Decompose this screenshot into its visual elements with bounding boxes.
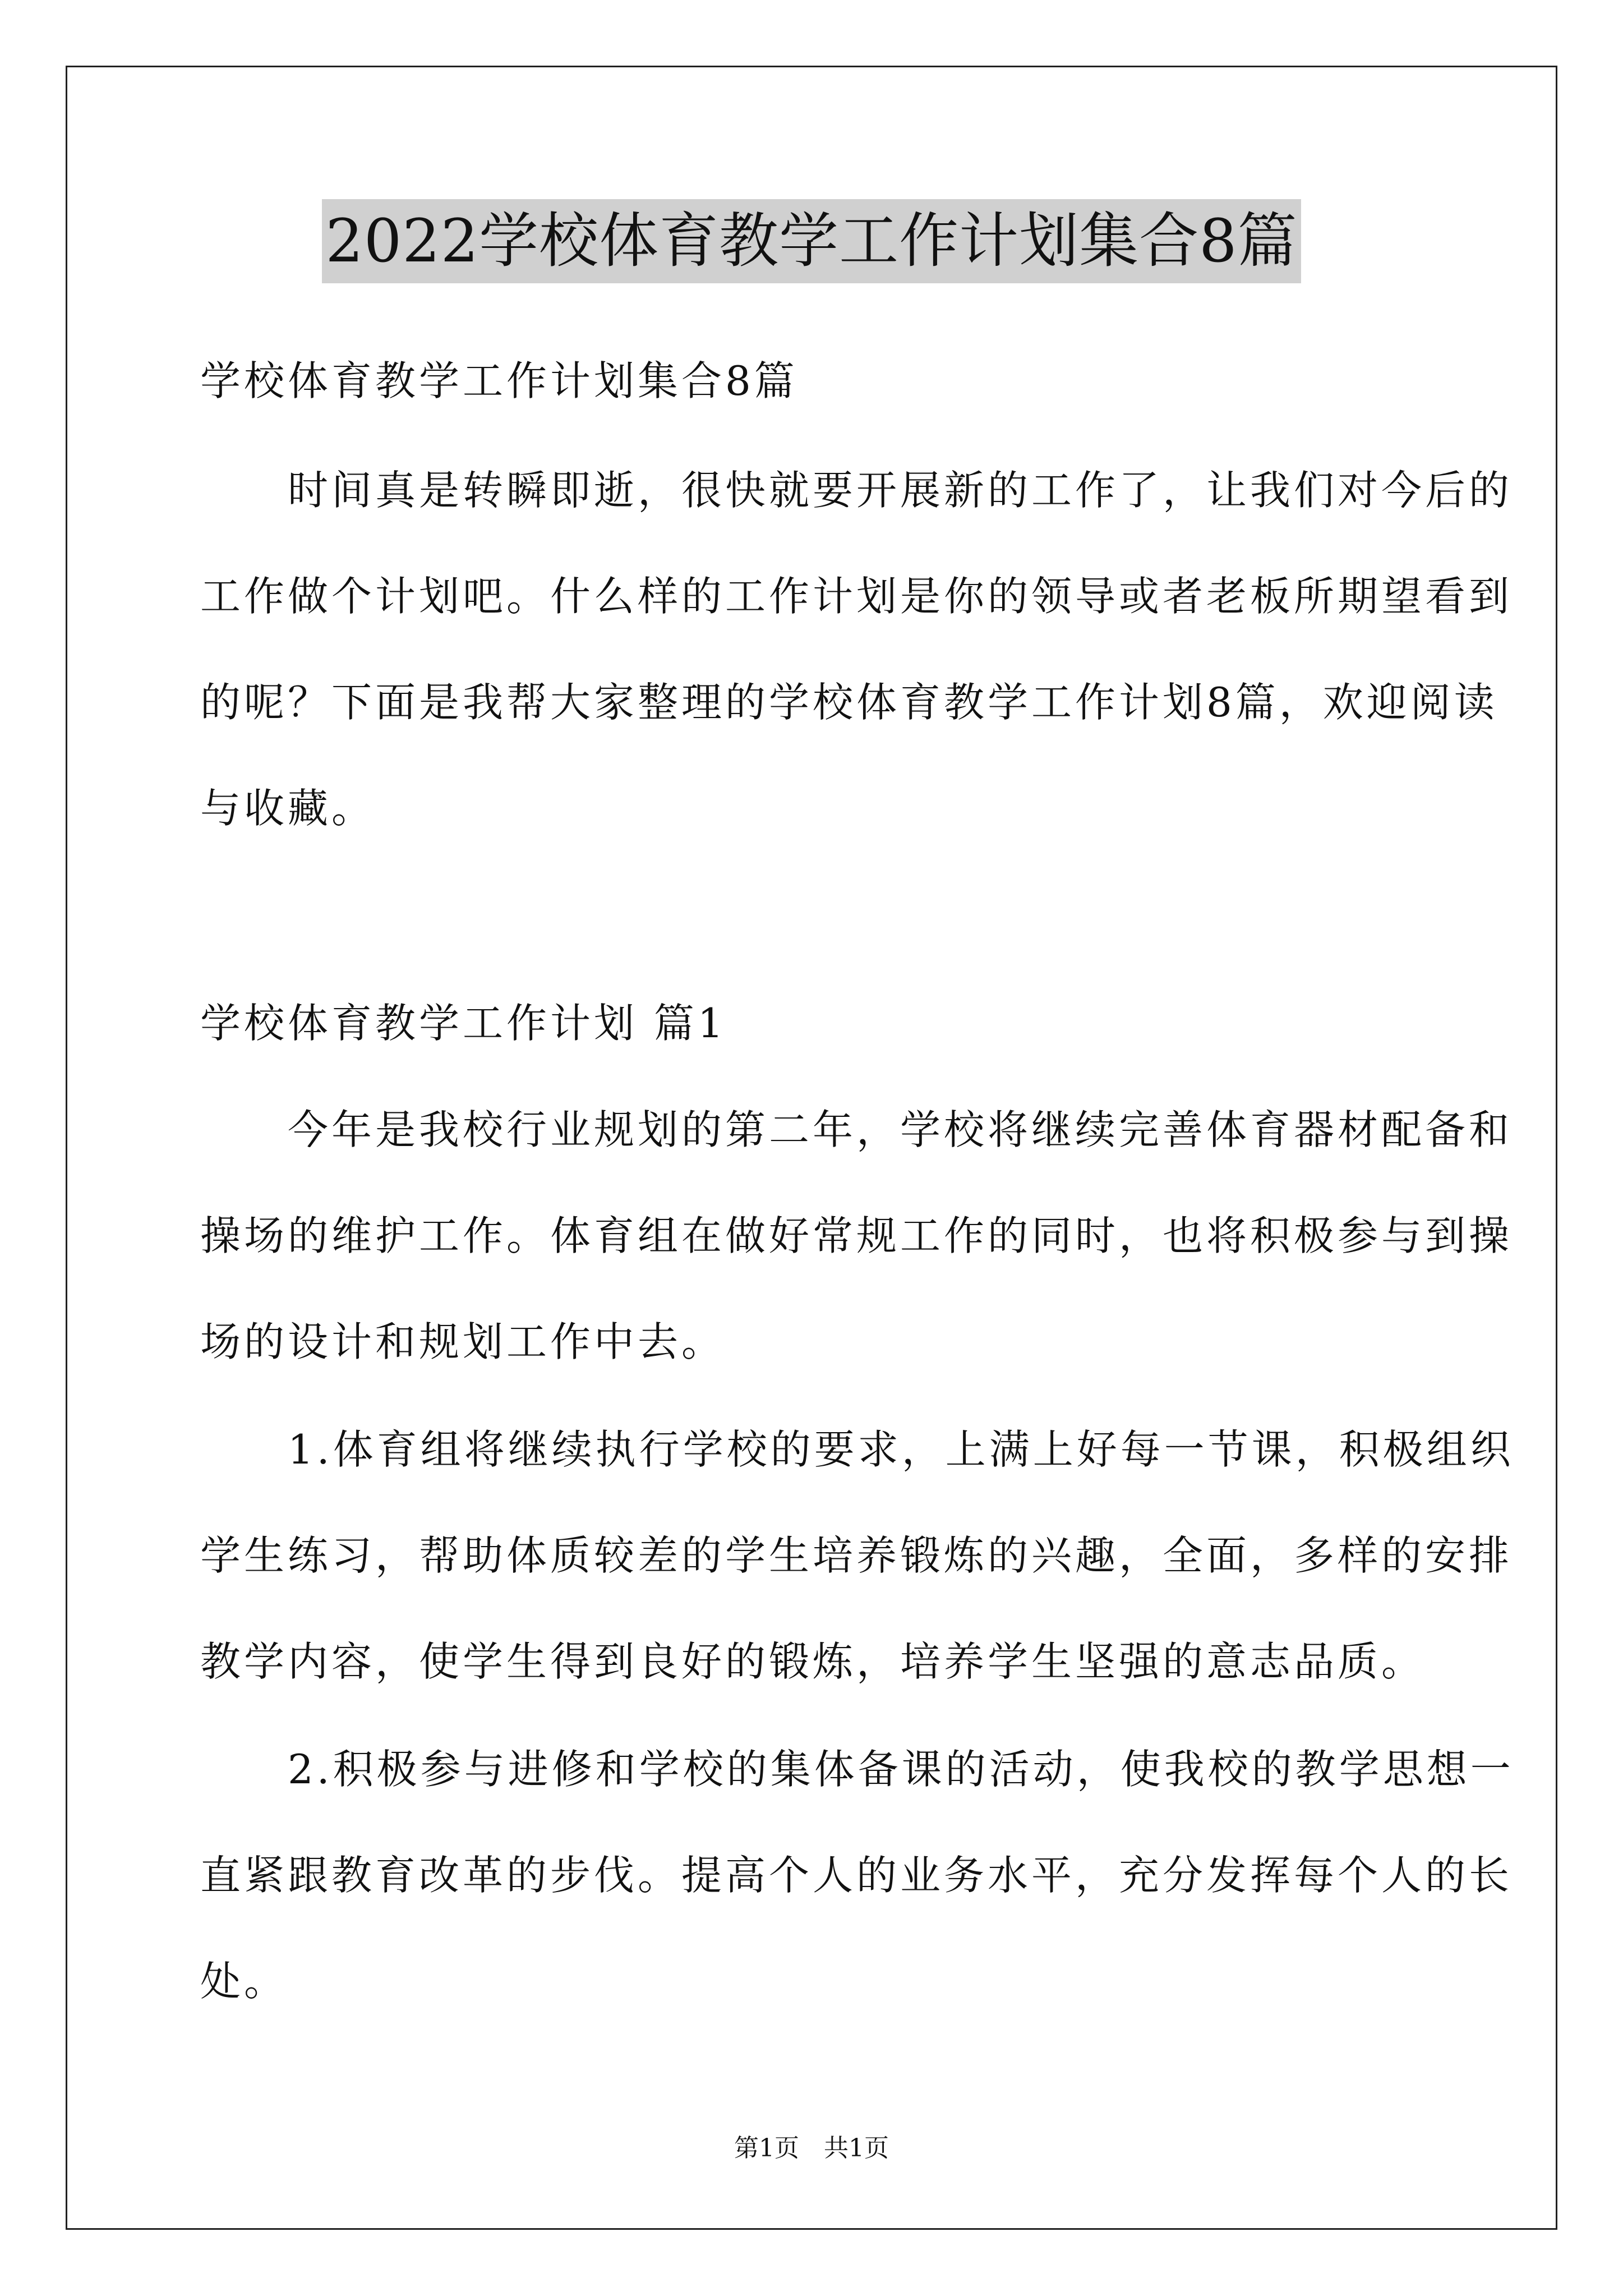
section-heading xyxy=(200,970,1428,1076)
intro-line: 时间真是转瞬即逝，很快就要开展新的工作了，让我们对今后的 xyxy=(200,467,1513,514)
section-paragraph-line: 今年是我校行业规划的第二年，学校将继续完善体育器材配备和 xyxy=(200,1106,1513,1153)
page-footer xyxy=(0,2132,1623,2165)
section-paragraph-line: 场的设计和规划工作中去。 xyxy=(200,1318,726,1365)
page-number: 第1页 共1页 xyxy=(734,2134,889,2162)
subtitle-line: 学校体育教学工作计划集合8篇 xyxy=(200,357,798,404)
list-item-2 xyxy=(200,1717,1514,2035)
list-item-line: 直紧跟教育改革的步伐。提高个人的业务水平，充分发挥每个人的长 xyxy=(200,1852,1513,1899)
list-item-1 xyxy=(200,1397,1514,1715)
intro-paragraph xyxy=(200,438,1513,862)
section-paragraph-line: 操场的维护工作。体育组在做好常规工作的同时，也将积极参与到操 xyxy=(200,1212,1513,1259)
list-item-line: 1.体育组将继续执行学校的要求，上满上好每一节课，积极组织 xyxy=(200,1426,1514,1473)
intro-line: 的呢？下面是我帮大家整理的学校体育教学工作计划8篇，欢迎阅读 xyxy=(200,679,1498,726)
section-paragraph xyxy=(200,1077,1513,1395)
list-item-line: 教学内容，使学生得到良好的锻炼，培养学生坚强的意志品质。 xyxy=(200,1638,1426,1685)
list-item-line: 2.积极参与进修和学校的集体备课的活动，使我校的教学思想一 xyxy=(200,1746,1514,1793)
intro-line: 与收藏。 xyxy=(200,785,376,832)
section-heading-text: 学校体育教学工作计划 篇1 xyxy=(200,1000,727,1047)
list-item-line: 处。 xyxy=(200,1958,288,2005)
list-item-line: 学生练习，帮助体质较差的学生培养锻炼的兴趣，全面，多样的安排 xyxy=(200,1532,1513,1579)
subtitle xyxy=(200,328,1428,434)
title-container xyxy=(0,199,1623,283)
document-title: 2022学校体育教学工作计划集合8篇 xyxy=(322,199,1301,283)
intro-line: 工作做个计划吧。什么样的工作计划是你的领导或者老板所期望看到 xyxy=(200,573,1513,620)
